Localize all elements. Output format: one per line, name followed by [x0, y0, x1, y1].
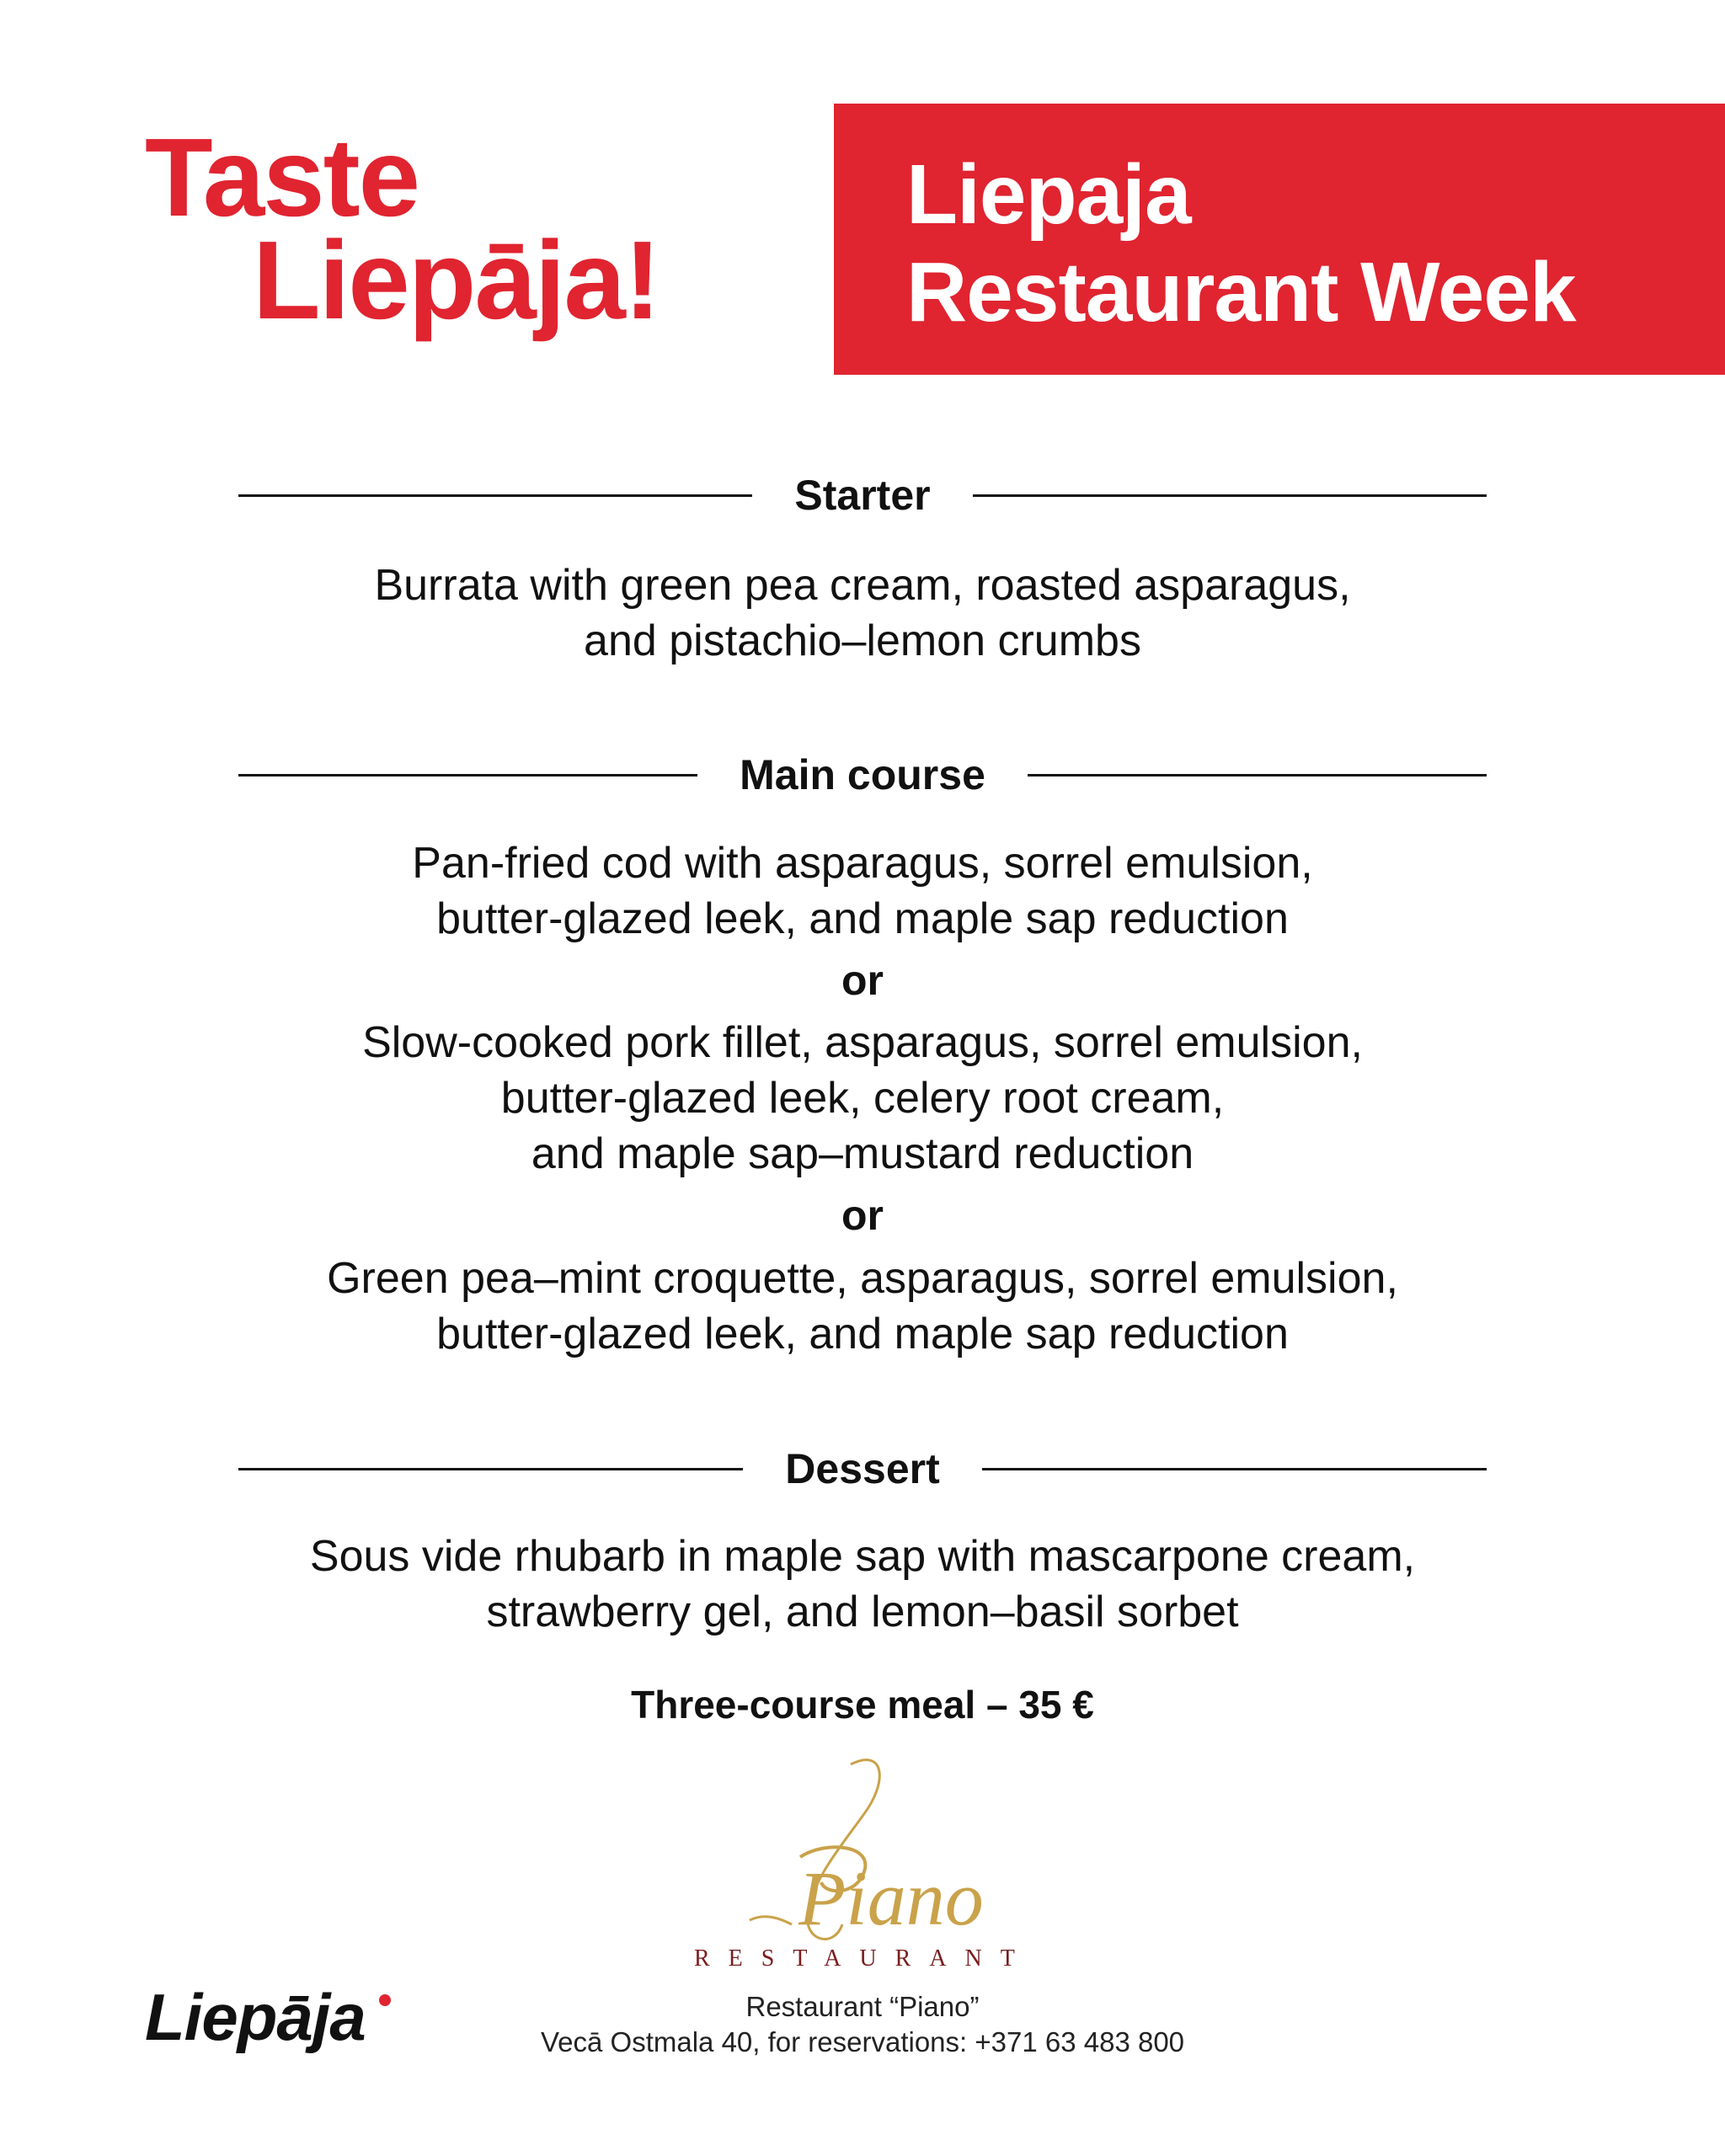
main-course-title: Main course — [740, 751, 985, 798]
divider-line — [1028, 774, 1487, 776]
banner-line-1: Liepaja — [906, 147, 1191, 242]
dessert-section-header — [238, 1435, 1487, 1502]
restaurant-wordmark: RESTAURANT — [694, 1945, 1033, 1972]
dessert-description — [189, 1529, 1536, 1640]
divider-line — [238, 494, 752, 497]
price-line: Three-course meal – 35 € — [631, 1683, 1094, 1726]
taste-liepaja-heading — [145, 115, 660, 342]
main-option-cod — [189, 835, 1536, 947]
starter-description — [189, 558, 1536, 669]
piano-restaurant-logo — [716, 1748, 1002, 1975]
main-option-line: butter-glazed leek, and maple sap reduction — [436, 894, 1289, 943]
taste-line-2: Liepāja! — [253, 218, 660, 342]
dessert-line: Sous vide rhubarb in maple sap with mascarpone cream, — [309, 1532, 1416, 1581]
main-option-line: Green pea–mint croquette, asparagus, sorrel emulsion, — [327, 1254, 1398, 1303]
main-course-section-header — [238, 741, 1487, 808]
piano-script-text: Piano — [798, 1855, 984, 1941]
banner-title — [906, 146, 1576, 341]
starter-line: and pistachio–lemon crumbs — [584, 616, 1141, 665]
starter-line: Burrata with green pea cream, roasted asparagus, — [374, 561, 1351, 610]
divider-line — [982, 1468, 1487, 1470]
or-separator: or — [841, 1192, 884, 1239]
main-option-croquette — [189, 1251, 1536, 1362]
main-option-line: and maple sap–mustard reduction — [531, 1129, 1194, 1178]
or-separator: or — [841, 957, 884, 1004]
main-option-line: butter-glazed leek, and maple sap reduction — [436, 1310, 1289, 1358]
banner-line-2: Restaurant Week — [906, 245, 1576, 339]
dessert-title: Dessert — [785, 1445, 940, 1492]
restaurant-week-banner — [834, 104, 1725, 375]
starter-section-header — [238, 462, 1487, 529]
starter-title: Starter — [794, 472, 931, 519]
divider-line — [238, 774, 697, 776]
restaurant-address: Vecā Ostmala 40, for reservations: +371 63 483 800 — [540, 2026, 1185, 2057]
main-option-line: Pan-fried cod with asparagus, sorrel emulsion, — [412, 839, 1313, 888]
main-option-line: butter-glazed leek, celery root cream, — [500, 1074, 1225, 1123]
divider-line — [238, 1468, 743, 1470]
main-option-pork — [189, 1015, 1536, 1182]
dessert-line: strawberry gel, and lemon–basil sorbet — [486, 1588, 1239, 1636]
main-option-line: Slow-cooked pork fillet, asparagus, sorrel emulsion, — [362, 1018, 1363, 1067]
restaurant-name: Restaurant “Piano” — [745, 1991, 980, 2022]
logo-red-dot — [379, 1994, 391, 2006]
taste-line-1: Taste — [145, 115, 419, 239]
liepaja-city-logo: Liepāja — [145, 1980, 366, 2054]
divider-line — [973, 494, 1487, 497]
